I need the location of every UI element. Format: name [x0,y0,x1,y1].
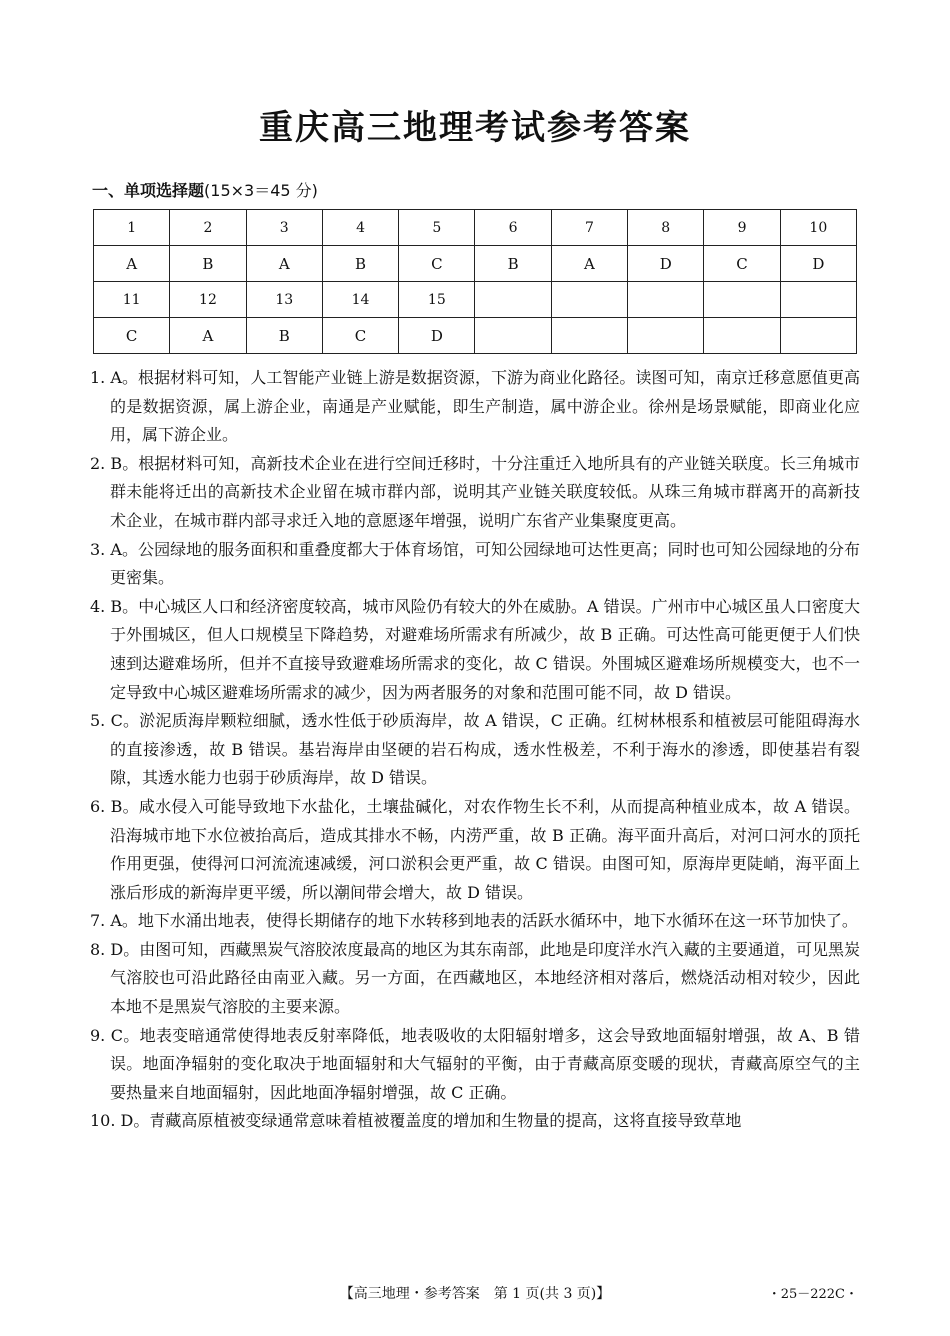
question-number: 14 [322,282,398,318]
explanation-list [90,364,860,1136]
empty-cell [475,318,551,354]
answer-cell: B [322,246,398,282]
empty-cell [475,282,551,318]
explanation-item: 4. B。中心城区人口和经济密度较高，城市风险仍有较大的外在威胁。A 错误。广州市中心城区虽人口密度大于外围城区，但人口规模呈下降趋势，对避难场所需求有所减少，故 B 正确。可达性高可能更便于人们快速到达避难场所，但并不直接导致避难场所需求的变化，故 C 错误。外围城区避难场所规模变大，也不一定导致中心城区避难场所需求的减少，因为两者服务的对象和范围可能不同，故 D 错误。 [90,596,860,702]
empty-cell [551,282,627,318]
answer-cell: C [322,318,398,354]
question-number: 9 [704,210,780,246]
section-score: (15×3＝45 分) [204,181,318,200]
question-number: 12 [170,282,246,318]
table-row [94,318,857,354]
explanation-item: 1. A。根据材料可知，人工智能产业链上游是数据资源，下游为商业化路径。读图可知，南京迁移意愿值更高的是数据资源，属上游企业，南通是产业赋能，即生产制造，属中游企业。徐州是场景赋能，即商业化应用，属下游企业。 [90,368,860,445]
explanation-item: 5. C。淤泥质海岸颗粒细腻，透水性低于砂质海岸，故 A 错误，C 正确。红树林根系和植被层可能阻碍海水的直接渗透，故 B 错误。基岩海岸由坚硬的岩石构成，透水性极差，不利于海水的渗透，即使基岩有裂隙，其透水能力也弱于砂质海岸，故 D 错误。 [90,711,860,788]
question-number: 7 [551,210,627,246]
empty-cell [704,318,780,354]
question-number: 1 [94,210,170,246]
answer-cell: B [475,246,551,282]
question-number: 8 [628,210,704,246]
answer-cell: B [170,246,246,282]
question-number: 2 [170,210,246,246]
question-number: 13 [246,282,322,318]
answer-cell: A [551,246,627,282]
answer-cell: D [780,246,856,282]
table-row [94,246,857,282]
question-number: 15 [399,282,475,318]
question-number: 4 [322,210,398,246]
empty-cell [551,318,627,354]
explanation-item: 6. B。咸水侵入可能导致地下水盐化，土壤盐碱化，对农作物生长不利，从而提高种植业成本，故 A 错误。沿海城市地下水位被抬高后，造成其排水不畅，内涝严重，故 B 正确。海平面升高后，对河口河水的顶托作用更强，使得河口河流流速减缓，河口淤积会更严重，故 C 错误。由图可知，原海岸更陡峭，海平面上涨后形成的新海岸更平缓，所以潮间带会增大，故 D 错误。 [90,796,860,902]
page-footer: 【高三地理・参考答案 第 1 页(共 3 页)】 [339,1286,611,1302]
empty-cell [780,318,856,354]
answer-cell: D [399,318,475,354]
answer-cell: B [246,318,322,354]
question-number: 3 [246,210,322,246]
answer-cell: C [94,318,170,354]
answer-cell: A [94,246,170,282]
empty-cell [628,282,704,318]
empty-cell [628,318,704,354]
explanation-item: 7. A。地下水涌出地表，使得长期储存的地下水转移到地表的活跃水循环中，地下水循环在这一环节加快了。 [90,911,858,931]
question-number: 10 [780,210,856,246]
explanation-item: 9. C。地表变暗通常使得地表反射率降低，地表吸收的太阳辐射增多，这会导致地面辐射增强，故 A、B 错误。地面净辐射的变化取决于地面辐射和大气辐射的平衡，由于青藏高原变暖的现状，青藏高原空气的主要热量来自地面辐射，因此地面净辐射增强，故 C 正确。 [90,1025,860,1102]
question-number: 6 [475,210,551,246]
empty-cell [704,282,780,318]
empty-cell [780,282,856,318]
explanation-item: 2. B。根据材料可知，高新技术企业在进行空间迁移时，十分注重迁入地所具有的产业链关联度。长三角城市群未能将迁出的高新技术企业留在城市群内部，说明其产业链关联度较低。从珠三角城市群离开的高新技术企业，在城市群内部寻求迁入地的意愿逐年增强，说明广东省产业集聚度更高。 [90,453,860,530]
section-heading [92,178,318,201]
page-title: 重庆高三地理考试参考答案 [259,108,691,148]
answer-cell: A [170,318,246,354]
explanation-item: 10. D。青藏高原植被变绿通常意味着植被覆盖度的增加和生物量的提高，这将直接导致草地 [90,1111,742,1131]
answer-cell: D [628,246,704,282]
section-heading-label: 一、单项选择题 [92,181,205,200]
answer-cell: A [246,246,322,282]
explanation-item: 3. A。公园绿地的服务面积和重叠度都大于体育场馆，可知公园绿地可达性更高；同时也可知公园绿地的分布更密集。 [90,539,860,588]
document-code: ・25－222C・ [767,1287,858,1302]
question-number: 5 [399,210,475,246]
question-number: 11 [94,282,170,318]
table-row [94,282,857,318]
answer-table [93,209,857,354]
table-row [94,210,857,246]
answer-cell: C [704,246,780,282]
answer-cell: C [399,246,475,282]
explanation-item: 8. D。由图可知，西藏黑炭气溶胶浓度最高的地区为其东南部，此地是印度洋水汽入藏的主要通道，可见黑炭气溶胶也可沿此路径由南亚入藏。另一方面，在西藏地区，本地经济相对落后，燃烧活动相对较少，因此本地不是黑炭气溶胶的主要来源。 [90,939,860,1017]
